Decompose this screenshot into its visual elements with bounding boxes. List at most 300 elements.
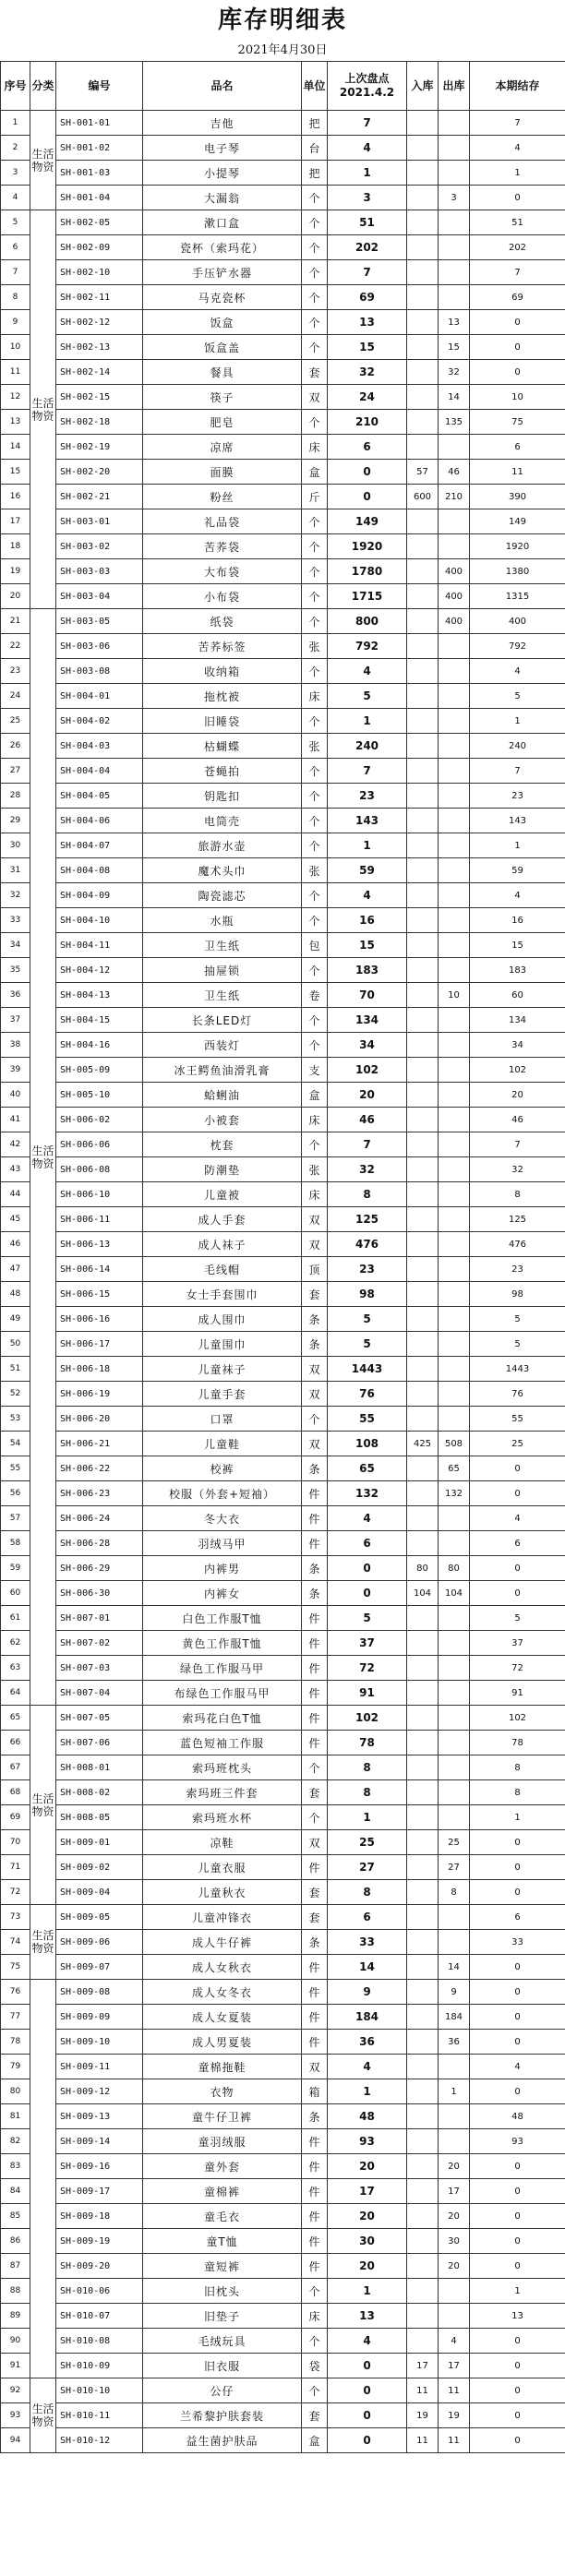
current-stock-value: 11 <box>470 460 565 485</box>
row-seq: 89 <box>1 2304 30 2329</box>
item-unit: 双 <box>302 1830 328 1855</box>
current-stock-value: 0 <box>470 1830 565 1855</box>
item-name: 凉鞋 <box>143 1830 302 1855</box>
current-stock-value: 390 <box>470 485 565 509</box>
row-seq: 41 <box>1 1108 30 1132</box>
stock-out-value <box>439 435 470 460</box>
stock-out-value <box>439 1780 470 1805</box>
stock-out-value <box>439 958 470 983</box>
header-unit: 单位 <box>302 62 328 111</box>
row-seq: 25 <box>1 709 30 734</box>
stock-in-value <box>407 2279 439 2304</box>
row-seq: 44 <box>1 1182 30 1207</box>
current-stock-value: 48 <box>470 2104 565 2129</box>
table-row <box>1 1706 565 1731</box>
item-name: 成人袜子 <box>143 1232 302 1257</box>
table-row <box>1 2403 565 2428</box>
current-stock-value: 55 <box>470 1407 565 1432</box>
item-unit: 张 <box>302 858 328 883</box>
item-code: SH-006-28 <box>56 1531 143 1556</box>
table-row <box>1 1905 565 1930</box>
stock-out-value <box>439 1132 470 1157</box>
last-stock-value: 1 <box>328 1805 407 1830</box>
stock-in-value: 11 <box>407 2378 439 2403</box>
last-stock-value: 183 <box>328 958 407 983</box>
stock-out-value: 13 <box>439 310 470 335</box>
item-code: SH-006-20 <box>56 1407 143 1432</box>
stock-out-value: 17 <box>439 2179 470 2204</box>
last-stock-value: 5 <box>328 1332 407 1357</box>
table-row <box>1 1830 565 1855</box>
stock-out-value <box>439 1033 470 1058</box>
current-stock-value: 78 <box>470 1731 565 1755</box>
last-stock-value: 9 <box>328 1980 407 2005</box>
stock-in-value <box>407 1033 439 1058</box>
table-row <box>1 1307 565 1332</box>
last-stock-value: 91 <box>328 1681 407 1706</box>
item-name: 冰王鳄鱼油滑乳膏 <box>143 1058 302 1083</box>
item-unit: 双 <box>302 1382 328 1407</box>
stock-out-value <box>439 1631 470 1656</box>
row-seq: 17 <box>1 509 30 534</box>
item-name: 蓝色短袖工作服 <box>143 1731 302 1755</box>
stock-in-value: 57 <box>407 460 439 485</box>
header-category: 分类 <box>30 62 56 111</box>
current-stock-value: 34 <box>470 1033 565 1058</box>
page-title: 库存明细表 <box>217 6 347 34</box>
last-stock-value: 0 <box>328 2403 407 2428</box>
header-current-stock: 本期结存 <box>470 62 565 111</box>
stock-in-value <box>407 584 439 609</box>
last-stock-value: 70 <box>328 983 407 1008</box>
stock-out-value <box>439 1731 470 1755</box>
table-row <box>1 1805 565 1830</box>
item-unit: 个 <box>302 1407 328 1432</box>
stock-in-value <box>407 1955 439 1980</box>
last-stock-value: 24 <box>328 385 407 410</box>
row-seq: 14 <box>1 435 30 460</box>
row-seq: 16 <box>1 485 30 509</box>
current-stock-value: 6 <box>470 1531 565 1556</box>
item-unit: 双 <box>302 1232 328 1257</box>
item-unit: 卷 <box>302 983 328 1008</box>
item-unit: 个 <box>302 310 328 335</box>
item-code: SH-004-12 <box>56 958 143 983</box>
table-row <box>1 1157 565 1182</box>
item-code: SH-008-05 <box>56 1805 143 1830</box>
table-row <box>1 360 565 385</box>
last-stock-value: 792 <box>328 634 407 659</box>
item-name: 童棉拖鞋 <box>143 2055 302 2079</box>
item-name: 口罩 <box>143 1407 302 1432</box>
table-row <box>1 310 565 335</box>
category-cell: 生活物资 <box>30 1706 56 1905</box>
last-stock-value: 8 <box>328 1780 407 1805</box>
current-stock-value: 32 <box>470 1157 565 1182</box>
stock-out-value <box>439 1232 470 1257</box>
current-stock-value: 0 <box>470 2428 565 2453</box>
last-stock-value: 37 <box>328 1631 407 1656</box>
item-name: 成人女冬衣 <box>143 1980 302 2005</box>
last-stock-value: 7 <box>328 1132 407 1157</box>
last-stock-value: 13 <box>328 2304 407 2329</box>
stock-out-value: 210 <box>439 485 470 509</box>
item-code: SH-004-04 <box>56 759 143 784</box>
item-name: 小布袋 <box>143 584 302 609</box>
stock-in-value <box>407 1481 439 1506</box>
table-row <box>1 1631 565 1656</box>
report-date: 2021年4月30日 <box>237 43 328 57</box>
item-code: SH-006-08 <box>56 1157 143 1182</box>
table-row <box>1 1008 565 1033</box>
item-unit: 个 <box>302 659 328 684</box>
row-seq: 66 <box>1 1731 30 1755</box>
item-code: SH-002-20 <box>56 460 143 485</box>
table-row <box>1 858 565 883</box>
stock-in-value: 104 <box>407 1581 439 1606</box>
stock-in-value <box>407 1132 439 1157</box>
current-stock-value: 0 <box>470 1481 565 1506</box>
row-seq: 51 <box>1 1357 30 1382</box>
last-stock-value: 8 <box>328 1880 407 1905</box>
stock-in-value <box>407 1506 439 1531</box>
item-unit: 个 <box>302 2279 328 2304</box>
stock-in-value <box>407 2030 439 2055</box>
item-unit: 盒 <box>302 460 328 485</box>
table-row <box>1 2055 565 2079</box>
current-stock-value: 16 <box>470 908 565 933</box>
item-code: SH-004-05 <box>56 784 143 809</box>
item-unit: 件 <box>302 1855 328 1880</box>
stock-out-value: 25 <box>439 1830 470 1855</box>
last-stock-value: 27 <box>328 1855 407 1880</box>
last-stock-value: 0 <box>328 460 407 485</box>
item-name: 布绿色工作服马甲 <box>143 1681 302 1706</box>
stock-in-value <box>407 410 439 435</box>
stock-in-value <box>407 983 439 1008</box>
row-seq: 28 <box>1 784 30 809</box>
stock-in-value <box>407 1182 439 1207</box>
item-name: 毛线帽 <box>143 1257 302 1282</box>
last-stock-value: 32 <box>328 360 407 385</box>
stock-out-value: 30 <box>439 2229 470 2254</box>
item-code: SH-004-10 <box>56 908 143 933</box>
item-name: 凉席 <box>143 435 302 460</box>
item-code: SH-009-12 <box>56 2079 143 2104</box>
stock-in-value <box>407 235 439 260</box>
stock-out-value: 132 <box>439 1481 470 1506</box>
row-seq: 1 <box>1 111 30 136</box>
row-seq: 76 <box>1 1980 30 2005</box>
item-name: 校服（外套+短袖） <box>143 1481 302 1506</box>
current-stock-value: 1443 <box>470 1357 565 1382</box>
table-row <box>1 1432 565 1456</box>
item-code: SH-007-01 <box>56 1606 143 1631</box>
item-name: 苦荞袋 <box>143 534 302 559</box>
row-seq: 48 <box>1 1282 30 1307</box>
current-stock-value: 4 <box>470 1506 565 1531</box>
table-row <box>1 958 565 983</box>
stock-out-value <box>439 833 470 858</box>
row-seq: 71 <box>1 1855 30 1880</box>
stock-in-value <box>407 2154 439 2179</box>
current-stock-value: 72 <box>470 1656 565 1681</box>
row-seq: 21 <box>1 609 30 634</box>
stock-in-value <box>407 1656 439 1681</box>
stock-in-value <box>407 709 439 734</box>
item-name: 收纳箱 <box>143 659 302 684</box>
stock-out-value <box>439 1905 470 1930</box>
item-name: 蛤蜊油 <box>143 1083 302 1108</box>
row-seq: 62 <box>1 1631 30 1656</box>
item-name: 枯蝴蝶 <box>143 734 302 759</box>
current-stock-value: 7 <box>470 260 565 285</box>
item-name: 兰希黎护肤套装 <box>143 2403 302 2428</box>
table-row <box>1 1407 565 1432</box>
item-unit: 双 <box>302 2055 328 2079</box>
current-stock-value: 20 <box>470 1083 565 1108</box>
stock-out-value <box>439 759 470 784</box>
item-code: SH-009-04 <box>56 1880 143 1905</box>
row-seq: 93 <box>1 2403 30 2428</box>
table-row <box>1 559 565 584</box>
row-seq: 42 <box>1 1132 30 1157</box>
table-row <box>1 883 565 908</box>
stock-in-value <box>407 1257 439 1282</box>
item-unit: 顶 <box>302 1257 328 1282</box>
stock-in-value <box>407 609 439 634</box>
stock-out-value <box>439 534 470 559</box>
stock-in-value <box>407 1805 439 1830</box>
row-seq: 87 <box>1 2254 30 2279</box>
item-unit: 把 <box>302 161 328 186</box>
last-stock-value: 0 <box>328 2378 407 2403</box>
table-row <box>1 1182 565 1207</box>
table-row <box>1 1556 565 1581</box>
last-stock-value: 476 <box>328 1232 407 1257</box>
table-row <box>1 833 565 858</box>
item-name: 水瓶 <box>143 908 302 933</box>
row-seq: 57 <box>1 1506 30 1531</box>
current-stock-value: 183 <box>470 958 565 983</box>
table-row <box>1 2378 565 2403</box>
current-stock-value: 4 <box>470 136 565 161</box>
stock-in-value <box>407 2055 439 2079</box>
item-code: SH-009-02 <box>56 1855 143 1880</box>
item-code: SH-004-09 <box>56 883 143 908</box>
last-stock-value: 32 <box>328 1157 407 1182</box>
stock-out-value <box>439 659 470 684</box>
last-stock-value: 132 <box>328 1481 407 1506</box>
current-stock-value: 0 <box>470 2179 565 2204</box>
stock-in-value <box>407 1880 439 1905</box>
last-stock-value: 134 <box>328 1008 407 1033</box>
item-unit: 件 <box>302 2254 328 2279</box>
stock-out-value: 14 <box>439 385 470 410</box>
stock-out-value <box>439 784 470 809</box>
row-seq: 94 <box>1 2428 30 2453</box>
current-stock-value: 143 <box>470 809 565 833</box>
item-name: 筷子 <box>143 385 302 410</box>
table-row <box>1 1606 565 1631</box>
table-row <box>1 1481 565 1506</box>
item-unit: 床 <box>302 2304 328 2329</box>
item-name: 拖枕被 <box>143 684 302 709</box>
item-unit: 个 <box>302 235 328 260</box>
item-code: SH-006-11 <box>56 1207 143 1232</box>
item-name: 成人女夏装 <box>143 2005 302 2030</box>
item-name: 衣物 <box>143 2079 302 2104</box>
table-row <box>1 933 565 958</box>
last-stock-value: 0 <box>328 2354 407 2378</box>
stock-in-value <box>407 1606 439 1631</box>
row-seq: 36 <box>1 983 30 1008</box>
table-row <box>1 709 565 734</box>
table-row <box>1 509 565 534</box>
header-stock-out: 出库 <box>439 62 470 111</box>
item-name: 小被套 <box>143 1108 302 1132</box>
current-stock-value: 5 <box>470 1307 565 1332</box>
table-row <box>1 2030 565 2055</box>
current-stock-value: 33 <box>470 1930 565 1955</box>
item-code: SH-008-01 <box>56 1755 143 1780</box>
row-seq: 91 <box>1 2354 30 2378</box>
item-name: 校裤 <box>143 1456 302 1481</box>
item-code: SH-002-21 <box>56 485 143 509</box>
stock-in-value <box>407 1980 439 2005</box>
item-name: 礼品袋 <box>143 509 302 534</box>
stock-out-value: 400 <box>439 559 470 584</box>
stock-out-value: 20 <box>439 2154 470 2179</box>
last-stock-value: 5 <box>328 1307 407 1332</box>
stock-out-value <box>439 1008 470 1033</box>
item-unit: 床 <box>302 1182 328 1207</box>
last-stock-value: 0 <box>328 1581 407 1606</box>
stock-in-value <box>407 1058 439 1083</box>
stock-in-value <box>407 809 439 833</box>
stock-out-value <box>439 111 470 136</box>
item-unit: 套 <box>302 1905 328 1930</box>
item-name: 旧衣服 <box>143 2354 302 2378</box>
last-stock-value: 1 <box>328 2279 407 2304</box>
row-seq: 29 <box>1 809 30 833</box>
item-unit: 套 <box>302 360 328 385</box>
stock-in-value <box>407 734 439 759</box>
item-name: 成人女秋衣 <box>143 1955 302 1980</box>
item-unit: 个 <box>302 410 328 435</box>
item-code: SH-004-11 <box>56 933 143 958</box>
stock-out-value <box>439 908 470 933</box>
item-name: 公仔 <box>143 2378 302 2403</box>
item-code: SH-002-12 <box>56 310 143 335</box>
item-code: SH-005-10 <box>56 1083 143 1108</box>
current-stock-value: 0 <box>470 1855 565 1880</box>
item-name: 大漏翁 <box>143 186 302 210</box>
item-code: SH-007-04 <box>56 1681 143 1706</box>
item-code: SH-007-06 <box>56 1731 143 1755</box>
row-seq: 11 <box>1 360 30 385</box>
current-stock-value: 1 <box>470 833 565 858</box>
last-stock-value: 0 <box>328 1556 407 1581</box>
item-name: 西装灯 <box>143 1033 302 1058</box>
last-stock-value: 6 <box>328 1531 407 1556</box>
current-stock-value: 6 <box>470 435 565 460</box>
item-code: SH-010-11 <box>56 2403 143 2428</box>
item-code: SH-009-14 <box>56 2129 143 2154</box>
stock-in-value <box>407 1830 439 1855</box>
item-name: 成人牛仔裤 <box>143 1930 302 1955</box>
last-stock-value: 65 <box>328 1456 407 1481</box>
last-stock-value: 6 <box>328 1905 407 1930</box>
current-stock-value: 5 <box>470 684 565 709</box>
row-seq: 72 <box>1 1880 30 1905</box>
stock-out-value: 17 <box>439 2354 470 2378</box>
current-stock-value: 8 <box>470 1780 565 1805</box>
stock-in-value <box>407 1207 439 1232</box>
header-code: 编号 <box>56 62 143 111</box>
table-row <box>1 1506 565 1531</box>
last-stock-value: 33 <box>328 1930 407 1955</box>
stock-out-value <box>439 1805 470 1830</box>
item-code: SH-006-10 <box>56 1182 143 1207</box>
table-row <box>1 335 565 360</box>
stock-out-value <box>439 933 470 958</box>
row-seq: 31 <box>1 858 30 883</box>
last-stock-value: 4 <box>328 2055 407 2079</box>
item-unit: 件 <box>302 1955 328 1980</box>
item-unit: 个 <box>302 1132 328 1157</box>
last-stock-value: 1920 <box>328 534 407 559</box>
item-code: SH-004-08 <box>56 858 143 883</box>
stock-in-value <box>407 1008 439 1033</box>
row-seq: 60 <box>1 1581 30 1606</box>
stock-out-value <box>439 1382 470 1407</box>
row-seq: 9 <box>1 310 30 335</box>
last-stock-value: 202 <box>328 235 407 260</box>
stock-out-value <box>439 2104 470 2129</box>
table-row <box>1 609 565 634</box>
last-stock-value: 3 <box>328 186 407 210</box>
table-row <box>1 1282 565 1307</box>
item-unit: 个 <box>302 260 328 285</box>
item-code: SH-006-17 <box>56 1332 143 1357</box>
stock-in-value <box>407 2204 439 2229</box>
header-seq: 序号 <box>1 62 30 111</box>
current-stock-value: 0 <box>470 2254 565 2279</box>
stock-out-value: 11 <box>439 2428 470 2453</box>
item-unit: 张 <box>302 634 328 659</box>
stock-out-value <box>439 1755 470 1780</box>
current-stock-value: 98 <box>470 1282 565 1307</box>
row-seq: 73 <box>1 1905 30 1930</box>
last-stock-value: 5 <box>328 1606 407 1631</box>
stock-in-value <box>407 2005 439 2030</box>
item-name: 儿童鞋 <box>143 1432 302 1456</box>
row-seq: 19 <box>1 559 30 584</box>
item-name: 旧睡袋 <box>143 709 302 734</box>
stock-in-value: 19 <box>407 2403 439 2428</box>
item-name: 纸袋 <box>143 609 302 634</box>
row-seq: 32 <box>1 883 30 908</box>
row-seq: 10 <box>1 335 30 360</box>
current-stock-value: 102 <box>470 1058 565 1083</box>
item-code: SH-007-03 <box>56 1656 143 1681</box>
inventory-table <box>0 61 565 2453</box>
item-code: SH-002-11 <box>56 285 143 310</box>
item-unit: 件 <box>302 1706 328 1731</box>
item-name: 黄色工作服T恤 <box>143 1631 302 1656</box>
stock-in-value <box>407 210 439 235</box>
